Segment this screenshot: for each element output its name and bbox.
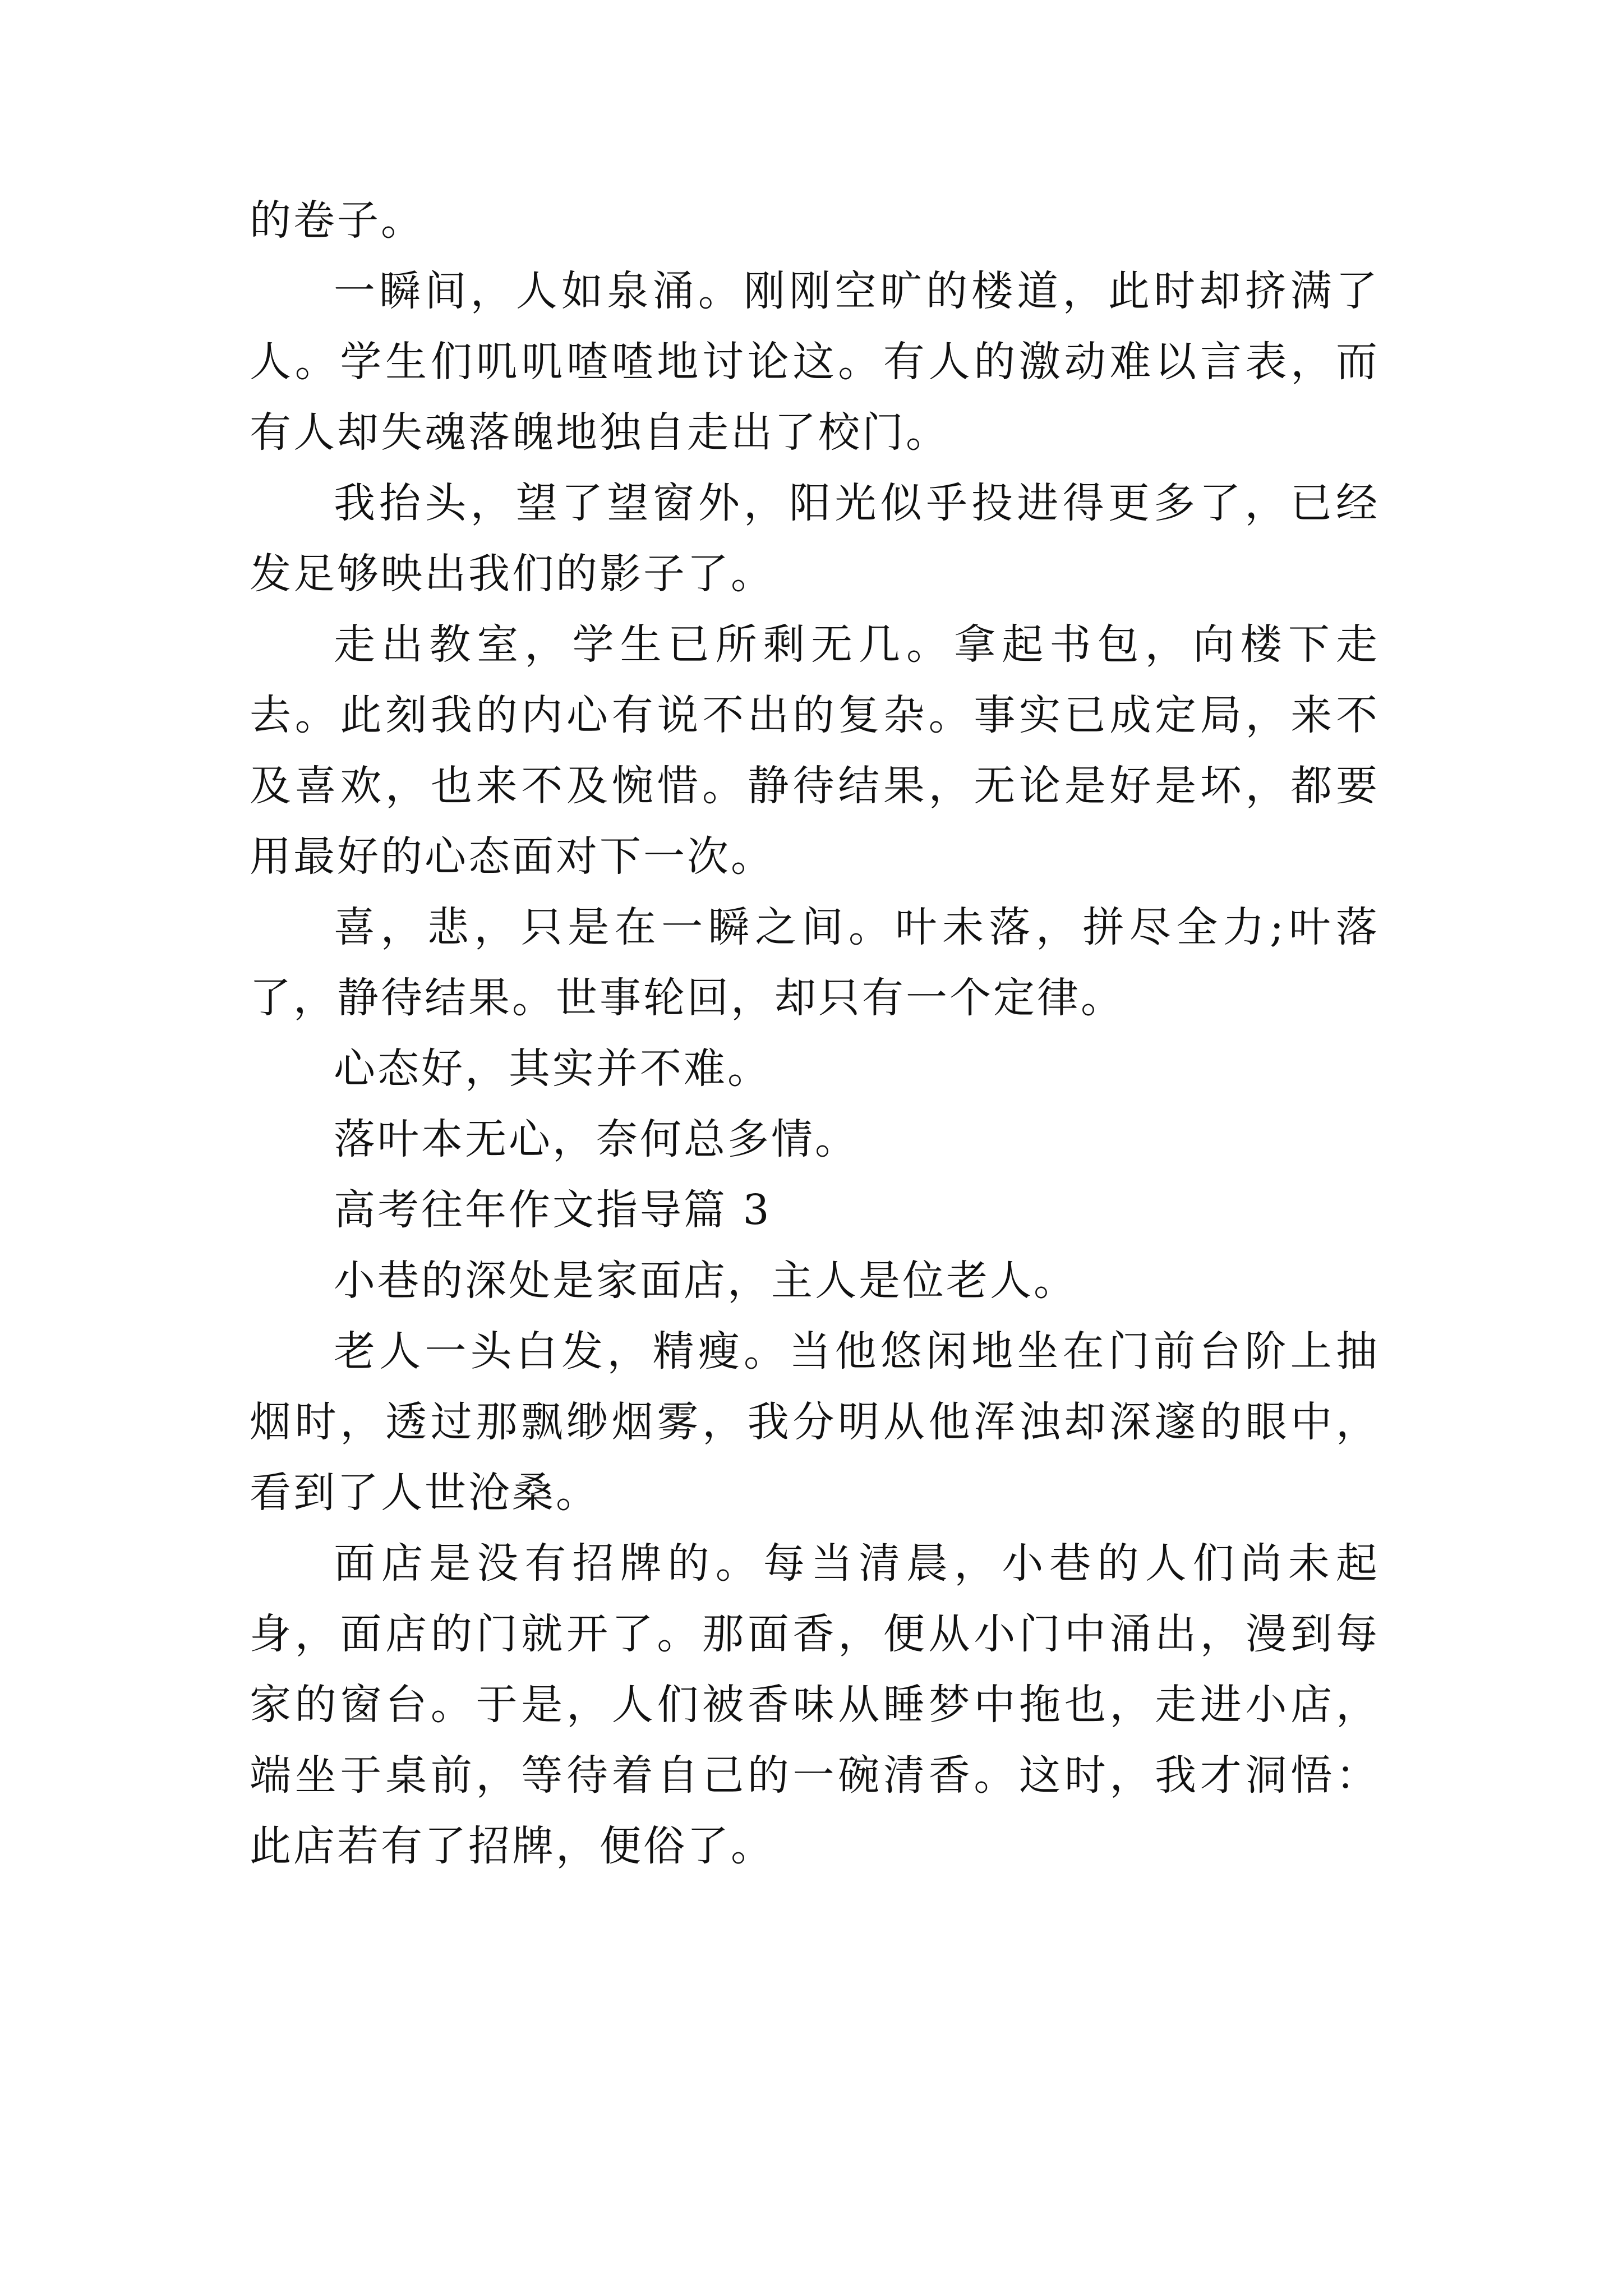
paragraph: 小巷的深处是家面店，主人是位老人。 — [334, 1257, 1077, 1305]
paragraph: 的卷子。 — [250, 196, 425, 245]
paragraph: 心态好，其实并不难。 — [334, 1045, 771, 1093]
paragraph: 走出教室，学生已所剩无几。拿起书包，向楼下走去。此刻我的内心有说不出的复杂。事实已成定局，来不及喜欢，也来不及惋惜。静待结果，无论是好是坏，都要用最好的心态面对下一次。 — [250, 620, 1380, 881]
section-heading: 高考往年作文指导篇 3 — [334, 1186, 772, 1234]
document-body — [250, 185, 1380, 1881]
paragraph: 面店是没有招牌的。每当清晨，小巷的人们尚未起身，面店的门就开了。那面香，便从小门中涌出，漫到每家的窗台。于是，人们被香味从睡梦中拖也，走进小店，端坐于桌前，等待着自己的一碗清香。这时，我才洞悟：此店若有了招牌，便俗了。 — [250, 1539, 1380, 1870]
paragraph: 喜，悲，只是在一瞬之间。叶未落，拼尽全力;叶落了，静待结果。世事轮回，却只有一个定律。 — [250, 903, 1380, 1022]
paragraph: 落叶本无心，奈何总多情。 — [334, 1115, 859, 1163]
paragraph: 老人一头白发，精瘦。当他悠闲地坐在门前台阶上抽烟时，透过那飘缈烟雾，我分明从他浑浊却深邃的眼中，看到了人世沧桑。 — [250, 1327, 1380, 1517]
paragraph: 我抬头，望了望窗外，阳光似乎投进得更多了，已经发足够映出我们的影子了。 — [250, 479, 1380, 598]
paragraph: 一瞬间，人如泉涌。刚刚空旷的楼道，此时却挤满了人。学生们叽叽喳喳地讨论这。有人的激动难以言表，而有人却失魂落魄地独自走出了校门。 — [250, 267, 1380, 457]
